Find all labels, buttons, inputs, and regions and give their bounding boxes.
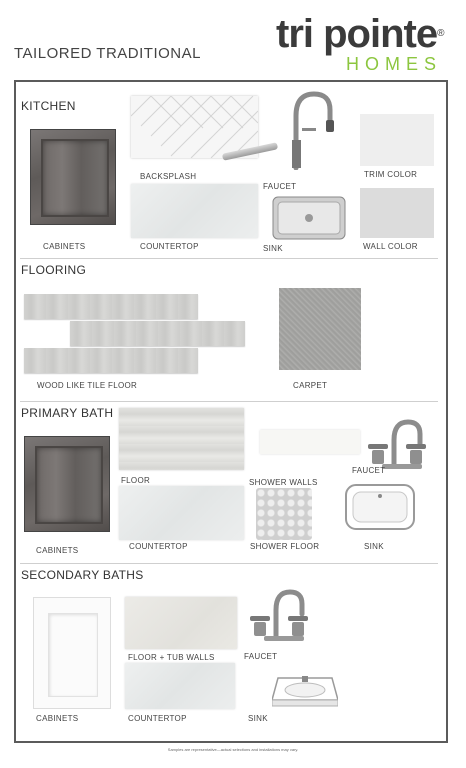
section-divider	[20, 401, 438, 402]
primary-sink-label: SINK	[364, 542, 384, 551]
shower-walls-label: SHOWER WALLS	[249, 478, 318, 487]
kitchen-countertop-swatch	[131, 184, 258, 238]
backsplash-swatch	[131, 96, 258, 158]
disclaimer-footnote: Samples are representative—actual selections and installations may vary.	[167, 747, 299, 752]
primary-cabinet-swatch	[24, 436, 110, 532]
trim-color-swatch	[360, 114, 434, 166]
trim-color-label: TRIM COLOR	[364, 170, 418, 179]
herringbone-pattern-icon	[131, 96, 258, 158]
kitchen-cabinets-label: CABINETS	[43, 242, 86, 251]
primary-faucet-label: FAUCET	[352, 466, 386, 475]
shower-floor-swatch	[256, 488, 312, 540]
secondary-countertop-label: COUNTERTOP	[128, 714, 187, 723]
primary-cabinets-label: CABINETS	[36, 546, 79, 555]
primary-sink-icon	[345, 484, 415, 530]
kitchen-countertop-label: COUNTERTOP	[140, 242, 199, 251]
kitchen-sink-label: SINK	[263, 244, 283, 253]
shower-walls-swatch	[260, 430, 360, 454]
shower-floor-label: SHOWER FLOOR	[250, 542, 320, 551]
tile-plank	[24, 348, 198, 373]
secondary-sink-label: SINK	[248, 714, 268, 723]
secondary-faucet-label: FAUCET	[244, 652, 278, 661]
secondary-floor-swatch	[125, 597, 237, 649]
secondary-faucet-icon	[244, 584, 318, 642]
page-title: TAILORED TRADITIONAL	[14, 45, 201, 62]
section-divider	[20, 258, 438, 259]
kitchen-cabinet-swatch	[30, 129, 116, 225]
backsplash-label: BACKSPLASH	[140, 172, 197, 181]
secondary-cabinet-swatch	[33, 597, 111, 709]
section-title-kitchen: KITCHEN	[21, 99, 76, 113]
section-divider	[20, 563, 438, 564]
logo-registered-mark: ®	[437, 28, 444, 39]
tile-plank	[70, 321, 245, 346]
kitchen-faucet-icon	[276, 88, 336, 170]
section-title-flooring: FLOORING	[21, 263, 87, 277]
secondary-cabinets-label: CABINETS	[36, 714, 79, 723]
wall-color-swatch	[360, 188, 434, 238]
kitchen-faucet-label: FAUCET	[263, 182, 297, 191]
secondary-sink-icon	[272, 670, 338, 710]
tile-plank	[24, 294, 198, 319]
section-title-secondary-baths: SECONDARY BATHS	[21, 568, 144, 582]
section-title-primary-bath: PRIMARY BATH	[21, 406, 114, 420]
kitchen-sink-icon	[272, 196, 346, 240]
carpet-label: CARPET	[293, 381, 328, 390]
wall-color-label: WALL COLOR	[363, 242, 418, 251]
primary-floor-label: FLOOR	[121, 476, 151, 485]
carpet-swatch	[279, 288, 361, 370]
brand-logo	[276, 14, 443, 54]
primary-floor-swatch	[119, 408, 244, 470]
floor-tub-walls-label: FLOOR + TUB WALLS	[128, 653, 215, 662]
primary-countertop-swatch	[119, 486, 244, 540]
logo-wordmark: tri pointe	[276, 12, 438, 56]
primary-countertop-label: COUNTERTOP	[129, 542, 188, 551]
logo-subtitle: HOMES	[346, 54, 443, 74]
secondary-countertop-swatch	[125, 663, 235, 709]
primary-faucet-icon	[364, 414, 438, 470]
tile-floor-label: WOOD LIKE TILE FLOOR	[37, 381, 138, 390]
